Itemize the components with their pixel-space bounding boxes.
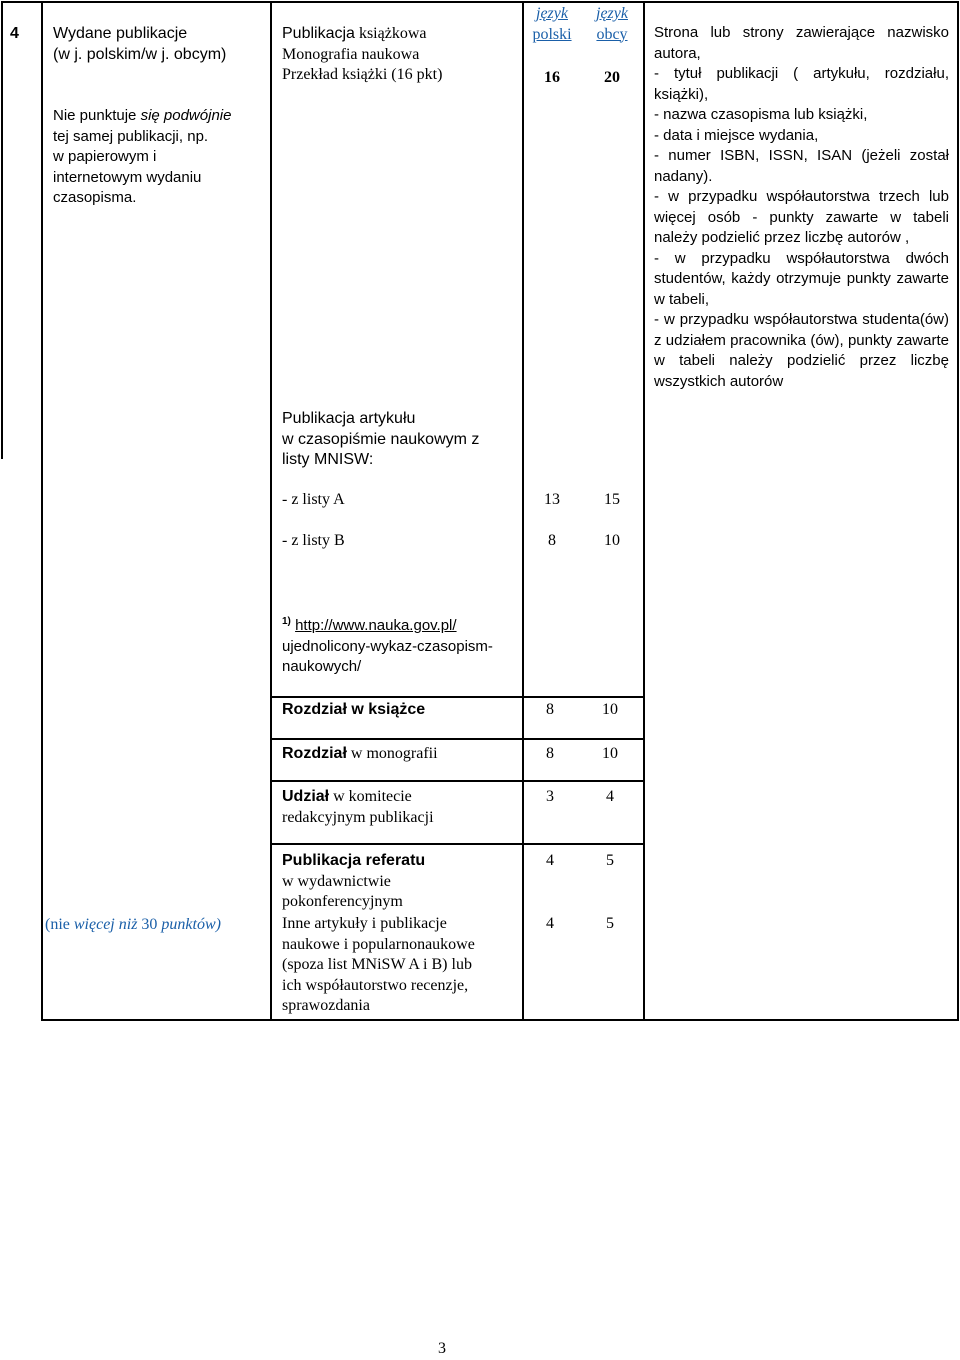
doc-item: - tytuł publikacji ( artykułu, rozdziału, książki), [654, 65, 949, 103]
list-a-obcy: 15 [604, 491, 620, 508]
chapter-in-book-obcy: 10 [602, 701, 618, 718]
list-b-label: - z listy B [282, 532, 345, 549]
chapter-in-monograph-pl: 8 [546, 745, 554, 762]
footnote-marker: 1) [282, 616, 291, 627]
col-border [957, 1, 959, 1021]
points-limit: (nie więcej niż 30 punktów) [45, 916, 221, 933]
note-italic: się podwójnie [140, 107, 232, 124]
col-border [270, 1, 272, 1021]
chapter-in-monograph-obcy: 10 [602, 745, 618, 762]
row-separator [270, 738, 644, 740]
editorial-committee-obcy: 4 [606, 788, 614, 805]
table-bottom-border [41, 1019, 959, 1021]
category-title-line1: Wydane publikacje [53, 25, 188, 42]
doc-item: - w przypadku współautorstwa dwóch studentów, każdy otrzymuje punkty zawarte w tabeli, [654, 249, 949, 308]
article-title: Publikacja artykułu [282, 410, 416, 427]
col-border [643, 1, 645, 1021]
list-a-pl: 13 [544, 491, 560, 508]
category-note [53, 106, 231, 209]
other-publications-pl: 4 [546, 915, 554, 932]
col-border [1, 1, 3, 459]
doc-item: Strona lub strony zawierające nazwisko autora, [654, 24, 949, 62]
doc-item: - w przypadku współautorstwa studenta(ów) z udziałem pracownika (ów), punkty zawarte w tabeli należy podzielić przez liczbę wszystkich autorów [654, 311, 949, 390]
chapter-in-monograph-label: Rozdział w monografii [282, 745, 438, 762]
note-line: w papierowym i [53, 148, 157, 165]
row-separator [270, 696, 644, 698]
doc-item: - numer ISBN, ISSN, ISAN (jeżeli został nadany). [654, 147, 949, 185]
page-number: 3 [438, 1340, 446, 1357]
footnote [282, 612, 493, 678]
footnote-line: ujednolicony-wykaz-czasopism- [282, 637, 493, 655]
conference-paper-pl: 4 [546, 852, 554, 869]
note-text: Nie punktuje [53, 107, 141, 124]
note-line: tej samej publikacji, np. [53, 127, 209, 145]
chapter-in-book-label: Rozdział w książce [282, 701, 426, 718]
book-publication [282, 24, 442, 86]
book-bold: Publikacja [282, 25, 355, 42]
lang-polish-header: język polski [532, 5, 572, 43]
article-line: listy MNISW: [282, 451, 374, 468]
editorial-committee-label: Udział w komitecie redakcyjnym publikacji [282, 788, 434, 826]
doc-item: - nazwa czasopisma lub książki, [654, 106, 868, 123]
list-b-pl: 8 [548, 532, 556, 549]
col-border [41, 1, 43, 1021]
editorial-committee-pl: 3 [546, 788, 554, 805]
required-documents [654, 23, 949, 392]
chapter-in-book-pl: 8 [546, 701, 554, 718]
book-points-pl: 16 [544, 69, 560, 86]
book-points-obcy: 20 [604, 69, 620, 86]
translation: Przekład książki (16 pkt) [282, 66, 443, 83]
row-number: 4 [10, 25, 19, 42]
list-a-label: - z listy A [282, 491, 345, 508]
doc-item: - w przypadku współautorstwa trzech lub więcej osób - punkty zawarte w tabeli należy podzielić przez liczbę autorów , [654, 188, 949, 246]
table-top-border [1, 1, 959, 3]
note-line: czasopisma. [53, 189, 137, 206]
other-publications-obcy: 5 [606, 915, 614, 932]
row-separator [270, 780, 644, 782]
other-publications-label: Inne artykuły i publikacje naukowe i popularnonaukowe (spoza list MNiSW A i B) lub ich współautorstwo recenzje, sprawozdania [282, 915, 475, 1014]
category-title [53, 24, 226, 65]
book-rest: książkowa [354, 25, 427, 42]
doc-item: - data i miejsce wydania, [654, 126, 819, 144]
conference-paper-label: Publikacja referatu w wydawnictwie pokonferencyjnym [282, 852, 426, 910]
article-publication [282, 409, 479, 471]
lang-foreign-header: język obcy [596, 5, 628, 43]
note-line: internetowym wydaniu [53, 168, 202, 186]
article-line: w czasopiśmie naukowym z [282, 430, 480, 448]
conference-paper-obcy: 5 [606, 852, 614, 869]
footnote-line: naukowych/ [282, 658, 362, 675]
list-b-obcy: 10 [604, 532, 620, 549]
row-separator [270, 843, 644, 845]
monograph: Monografia naukowa [282, 45, 420, 63]
category-title-line2: (w j. polskim/w j. obcym) [53, 45, 227, 63]
footnote-link[interactable]: http://www.nauka.gov.pl/ [295, 617, 457, 634]
col-border [522, 1, 524, 1021]
